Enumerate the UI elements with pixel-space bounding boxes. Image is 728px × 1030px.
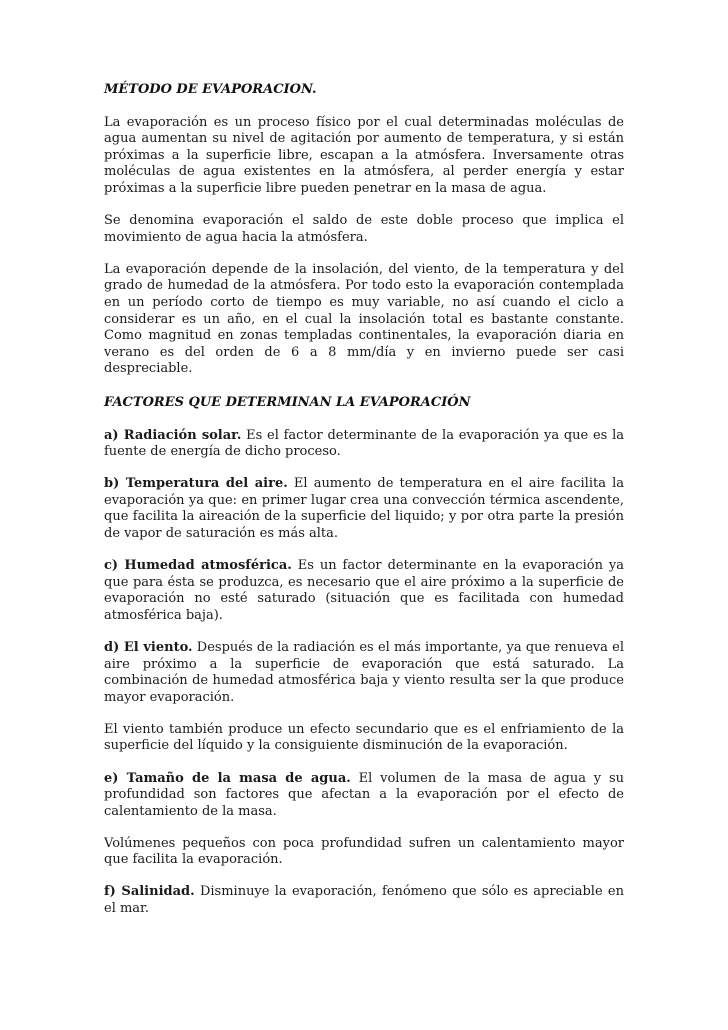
factor-text: El volumen de la masa de agua y su profundidad son factores que afectan a la evaporación por el efecto de calentamiento de la masa. [104, 770, 624, 819]
factor-text: Después de la radiación es el más importante, ya que renueva el aire próximo a la superficie de evaporación que está saturado. La combinación de humedad atmosférica baja y viento resulta ser la que produce mayor evaporación. [104, 639, 624, 705]
intro-paragraph-3: La evaporación depende de la insolación, del viento, de la temperatura y del grado de humedad de la atmósfera. Por todo esto la evaporación contemplada en un período corto de tiempo es muy variable, no así cuando el ciclo a considerar es un año, en el cual la insolación total es bastante constante. Como magnitud en zonas templadas continentales, la evaporación diaria en verano es del orden de 6 a 8 mm/día y en invierno puede ser casi despreciable. [104, 261, 624, 377]
factor-salinity [104, 884, 624, 917]
factor-air-temperature [104, 476, 624, 542]
factor-term: f) Salinidad. [104, 884, 195, 900]
intro-paragraph-2: Se denomina evaporación el saldo de este doble proceso que implica el movimiento de agua hacia la atmósfera. [104, 213, 624, 245]
factor-text: Volúmenes pequeños con poca profundidad sufren un calentamiento mayor que facilita la evaporación. [104, 835, 624, 868]
factor-wind [104, 640, 624, 706]
intro-paragraph-1: La evaporación es un proceso físico por el cual determinadas moléculas de agua aumentan su nivel de agitación por aumento de temperatura, y si están próximas a la superficie libre, escapan a la atmósfera. Inversamente otras moléculas de agua existentes en la atmósfera, al perder energía y estar próximas a la superficie libre pueden penetrar en la masa de agua. [104, 114, 624, 196]
factors-heading: FACTORES QUE DETERMINAN LA EVAPORACIÓN [104, 394, 471, 410]
factor-text: Es un factor determinante en la evaporación ya que para ésta se produzca, es necesario que el aire próximo a la superficie de evaporación no esté saturado (situación que es facilitada con humedad atmosférica baja). [104, 558, 624, 623]
factor-term: b) Temperatura del aire. [104, 476, 288, 492]
factor-text: El aumento de temperatura en el aire facilita la evaporación ya que: en primer lugar crea una convección térmica ascendente, que facilita la aireación de la superficie del liquido; y por otra parte la presión de vapor de saturación es más alta. [104, 476, 625, 541]
factor-text: Disminuye la evaporación, fenómeno que sólo es apreciable en el mar. [104, 884, 625, 917]
factor-term: c) Humedad atmosférica. [104, 558, 292, 574]
factor-term: a) Radiación solar. [104, 427, 242, 443]
wind-secondary-effect [104, 722, 624, 755]
document-title: MÉTODO DE EVAPORACION. [104, 82, 317, 97]
factor-text: Es el factor determinante de la evaporación ya que es la fuente de energía de dicho proceso. [104, 427, 624, 460]
factor-term: d) El viento. [104, 639, 193, 655]
factor-water-mass-size [104, 771, 624, 821]
factor-term: e) Tamaño de la masa de agua. [104, 770, 351, 786]
factor-atmospheric-humidity [104, 558, 624, 624]
factor-solar-radiation [104, 428, 624, 461]
small-volumes-note [104, 836, 624, 869]
document-page [104, 82, 624, 933]
factor-text: El viento también produce un efecto secundario que es el enfriamiento de la superficie del líquido y la consiguiente disminución de la evaporación. [104, 721, 624, 754]
